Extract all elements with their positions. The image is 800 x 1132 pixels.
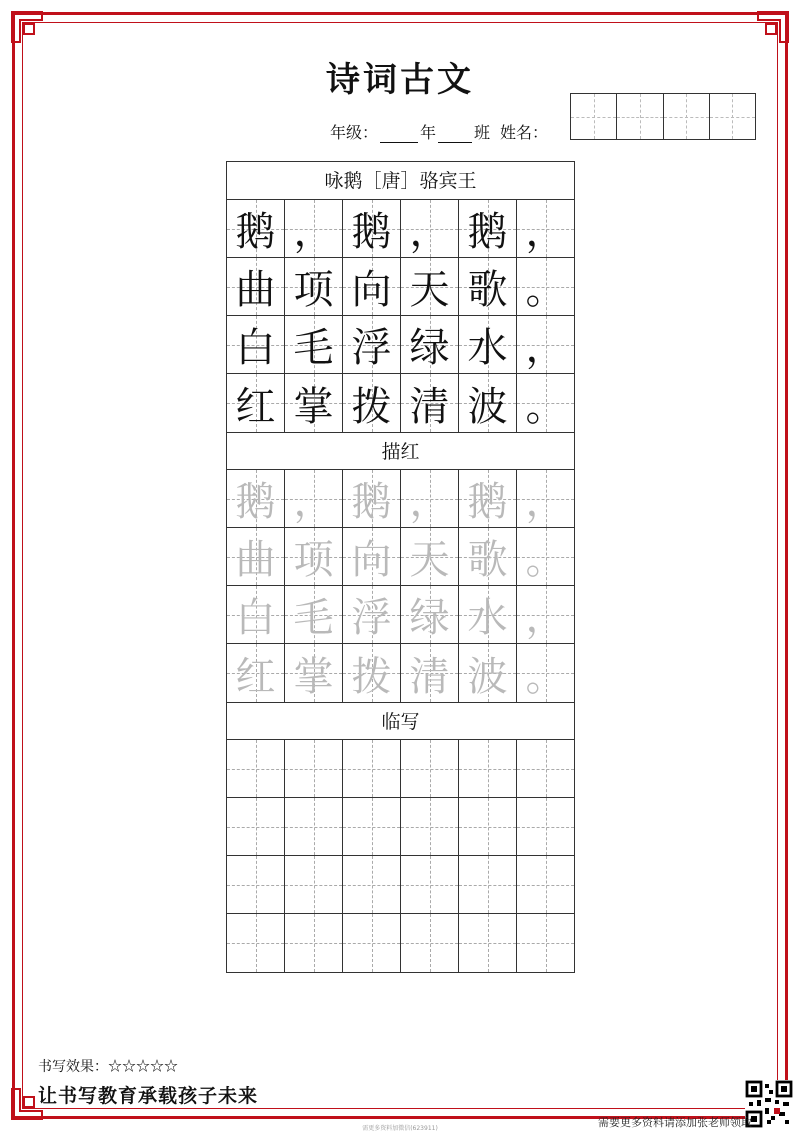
practice-cell[interactable] — [401, 856, 459, 913]
grid-cell — [459, 528, 517, 585]
grid-character: 掌 — [293, 383, 334, 430]
grid-cell — [401, 258, 459, 315]
footnote-text: 需更多资料加微信(623911) — [362, 1125, 438, 1132]
practice-cell[interactable] — [517, 856, 574, 913]
practice-cell[interactable] — [285, 856, 343, 913]
grid-character: 项 — [293, 537, 334, 583]
grid-cell — [517, 200, 574, 257]
grid-character: 曲 — [235, 537, 276, 583]
grid-character: 项 — [293, 267, 334, 313]
grid-character: 鹅 — [235, 479, 276, 525]
grid-cell — [401, 470, 459, 527]
name-writing-grid[interactable] — [570, 93, 756, 140]
grid-cell — [227, 644, 285, 702]
practice-row — [227, 914, 574, 972]
grid-character: 鹅 — [467, 209, 508, 255]
poem-heading: 咏鹅［唐］骆宾王 — [227, 162, 574, 200]
grid-character: 水 — [467, 325, 508, 371]
grid-character: ， — [409, 479, 450, 525]
grid-character: 毛 — [293, 595, 334, 641]
grid-cell — [459, 200, 517, 257]
grid-character: 鹅 — [351, 479, 392, 525]
grid-character: 鹅 — [467, 479, 508, 525]
grid-cell — [285, 374, 343, 432]
grid-cell — [227, 586, 285, 643]
grid-cell — [517, 470, 574, 527]
trace-heading: 描红 — [227, 432, 574, 470]
grade-blank-field[interactable] — [380, 124, 418, 143]
grid-character: 绿 — [409, 325, 450, 371]
practice-cell[interactable] — [343, 856, 401, 913]
grid-cell — [343, 470, 401, 527]
grid-character: ， — [525, 209, 566, 255]
grid-row — [227, 470, 574, 528]
practice-row — [227, 798, 574, 856]
grid-character: ， — [293, 479, 334, 525]
grid-cell — [517, 374, 574, 432]
grid-cell — [285, 528, 343, 585]
practice-cell[interactable] — [227, 798, 285, 855]
year-label: 年 — [420, 123, 437, 142]
writing-sheet — [226, 161, 575, 973]
grid-cell — [285, 258, 343, 315]
practice-cell[interactable] — [459, 914, 517, 972]
practice-heading: 临写 — [227, 702, 574, 740]
grid-character: 绿 — [409, 595, 450, 641]
grid-cell — [401, 374, 459, 432]
practice-cell[interactable] — [227, 914, 285, 972]
practice-cell[interactable] — [517, 740, 574, 797]
grid-cell — [227, 258, 285, 315]
trace-grid — [227, 470, 574, 702]
grid-cell — [285, 200, 343, 257]
grid-character: 。 — [525, 267, 566, 313]
grid-character: ， — [525, 325, 566, 371]
corner-ornament-icon — [10, 10, 44, 44]
grid-cell — [343, 644, 401, 702]
name-label: 姓名： — [500, 123, 549, 142]
grid-cell — [343, 258, 401, 315]
student-info-row — [330, 120, 548, 143]
grid-cell — [285, 316, 343, 373]
grid-cell — [459, 258, 517, 315]
grid-character: 拨 — [351, 383, 392, 430]
grid-character: 鹅 — [235, 209, 276, 255]
grid-character: 曲 — [235, 267, 276, 313]
grid-row — [227, 528, 574, 586]
grid-row — [227, 258, 574, 316]
grid-character: 鹅 — [351, 209, 392, 255]
grid-cell — [285, 586, 343, 643]
grid-character: ， — [409, 209, 450, 255]
grid-character: 天 — [409, 537, 450, 583]
grid-character: 。 — [525, 653, 566, 700]
grid-cell — [343, 374, 401, 432]
grid-row — [227, 586, 574, 644]
grid-cell — [343, 200, 401, 257]
grid-cell — [227, 528, 285, 585]
grid-character: 歌 — [467, 267, 508, 313]
practice-row — [227, 740, 574, 798]
practice-row — [227, 856, 574, 914]
grid-character: 天 — [409, 267, 450, 313]
practice-cell[interactable] — [401, 740, 459, 797]
grid-character: 。 — [525, 537, 566, 583]
practice-cell[interactable] — [343, 914, 401, 972]
grid-row — [227, 644, 574, 702]
practice-cell[interactable] — [517, 914, 574, 972]
grid-cell — [285, 644, 343, 702]
grid-cell — [343, 316, 401, 373]
slogan-text: 让书写教育承载孩子未来 — [38, 1085, 259, 1107]
grade-label: 年级： — [330, 123, 379, 142]
qr-code-icon — [745, 1080, 793, 1128]
grid-cell — [401, 528, 459, 585]
grid-character: 白 — [235, 325, 276, 371]
grid-cell — [459, 586, 517, 643]
corner-ornament-icon — [756, 10, 790, 44]
name-grid-cell[interactable] — [710, 94, 755, 139]
promo-text: 需要更多资料请添加张老师领取 — [598, 1116, 752, 1129]
practice-cell[interactable] — [343, 798, 401, 855]
practice-cell[interactable] — [227, 856, 285, 913]
practice-cell[interactable] — [285, 740, 343, 797]
grid-character: 清 — [409, 383, 450, 430]
name-grid-cell[interactable] — [571, 94, 617, 139]
practice-cell[interactable] — [401, 914, 459, 972]
grid-character: 水 — [467, 595, 508, 641]
grid-character: 清 — [409, 653, 450, 700]
grid-character: 向 — [351, 537, 392, 583]
grid-row — [227, 316, 574, 374]
class-label: 班 — [474, 123, 491, 142]
practice-grid — [227, 740, 574, 972]
grid-cell — [517, 586, 574, 643]
practice-cell[interactable] — [459, 798, 517, 855]
grid-cell — [401, 586, 459, 643]
grid-character: 掌 — [293, 653, 334, 700]
grid-cell — [459, 316, 517, 373]
grid-cell — [401, 644, 459, 702]
grid-cell — [459, 470, 517, 527]
practice-cell[interactable] — [285, 798, 343, 855]
grid-row — [227, 200, 574, 258]
grid-character: 歌 — [467, 537, 508, 583]
grid-cell — [227, 316, 285, 373]
grid-character: 浮 — [351, 595, 392, 641]
grid-cell — [401, 316, 459, 373]
grid-character: ， — [525, 479, 566, 525]
class-blank-field[interactable] — [438, 124, 472, 143]
grid-cell — [517, 528, 574, 585]
grid-cell — [517, 316, 574, 373]
grid-cell — [343, 528, 401, 585]
practice-cell[interactable] — [401, 798, 459, 855]
grid-cell — [517, 258, 574, 315]
grid-character: 毛 — [293, 325, 334, 371]
grid-character: 拨 — [351, 653, 392, 700]
name-grid-cell[interactable] — [664, 94, 710, 139]
practice-cell[interactable] — [343, 740, 401, 797]
grid-character: 白 — [235, 595, 276, 641]
practice-cell[interactable] — [285, 914, 343, 972]
grid-character: 。 — [525, 383, 566, 430]
grid-cell — [459, 644, 517, 702]
grid-cell — [227, 200, 285, 257]
grid-row — [227, 374, 574, 432]
grid-character: ， — [293, 209, 334, 255]
practice-cell[interactable] — [459, 856, 517, 913]
practice-cell[interactable] — [459, 740, 517, 797]
name-grid-cell[interactable] — [617, 94, 663, 139]
grid-character: 波 — [467, 653, 508, 700]
practice-cell[interactable] — [227, 740, 285, 797]
grid-cell — [227, 374, 285, 432]
grid-character: 红 — [235, 653, 276, 700]
grid-character: 红 — [235, 383, 276, 430]
practice-cell[interactable] — [517, 798, 574, 855]
grid-character: ， — [525, 595, 566, 641]
grid-cell — [459, 374, 517, 432]
grid-character: 波 — [467, 383, 508, 430]
writing-rating: 书写效果：☆☆☆☆☆ — [38, 1059, 178, 1075]
poem-grid — [227, 200, 574, 432]
grid-character: 向 — [351, 267, 392, 313]
grid-character: 浮 — [351, 325, 392, 371]
grid-cell — [401, 200, 459, 257]
grid-cell — [517, 644, 574, 702]
page-title: 诗词古文 — [326, 60, 474, 100]
grid-cell — [285, 470, 343, 527]
grid-cell — [343, 586, 401, 643]
grid-cell — [227, 470, 285, 527]
